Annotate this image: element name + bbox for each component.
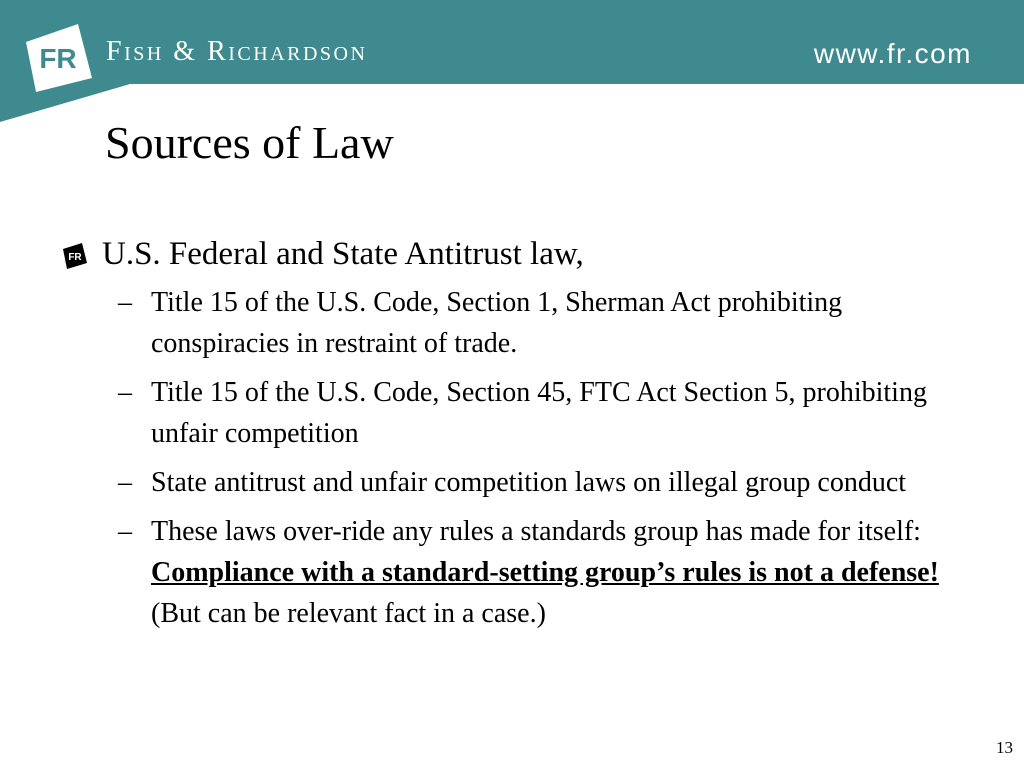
logo-text: FR bbox=[39, 43, 77, 74]
main-bullet-text: U.S. Federal and State Antitrust law, bbox=[102, 236, 584, 272]
site-url[interactable]: www.fr.com bbox=[813, 38, 972, 69]
dash-marker: – bbox=[118, 516, 132, 547]
fr-bullet-icon bbox=[62, 243, 88, 269]
dash-marker: – bbox=[118, 287, 132, 318]
sub-item-state-laws bbox=[118, 462, 951, 503]
sub-item-text-after: (But can be relevant fact in a case.) bbox=[151, 598, 546, 629]
slide-content bbox=[62, 232, 962, 642]
sub-item-text: State antitrust and unfair competition laws on illegal group conduct bbox=[151, 467, 907, 498]
firm-name: Fish & Richardson bbox=[106, 36, 368, 67]
sub-item-text: Title 15 of the U.S. Code, Section 1, Sherman Act prohibiting conspiracies in restraint of trade. bbox=[151, 287, 843, 359]
sub-item-ftc-act bbox=[118, 372, 951, 454]
page-number: 13 bbox=[996, 738, 1013, 757]
sub-item-override bbox=[118, 511, 951, 634]
sub-list bbox=[62, 282, 951, 634]
sub-item-text: Title 15 of the U.S. Code, Section 45, FTC Act Section 5, prohibiting unfair competition bbox=[151, 377, 927, 449]
dash-marker: – bbox=[118, 467, 132, 498]
sub-item-sherman-act bbox=[118, 282, 951, 364]
fr-logo-icon bbox=[20, 20, 94, 94]
main-bullet bbox=[62, 232, 962, 276]
sub-item-emphasis: Compliance with a standard-setting group’s rules is not a defense! bbox=[151, 557, 939, 588]
slide-title: Sources of Law bbox=[105, 117, 394, 168]
svg-text:FR: FR bbox=[68, 252, 82, 263]
sub-item-text-before: These laws over-ride any rules a standards group has made for itself: bbox=[151, 516, 921, 547]
dash-marker: – bbox=[118, 377, 132, 408]
